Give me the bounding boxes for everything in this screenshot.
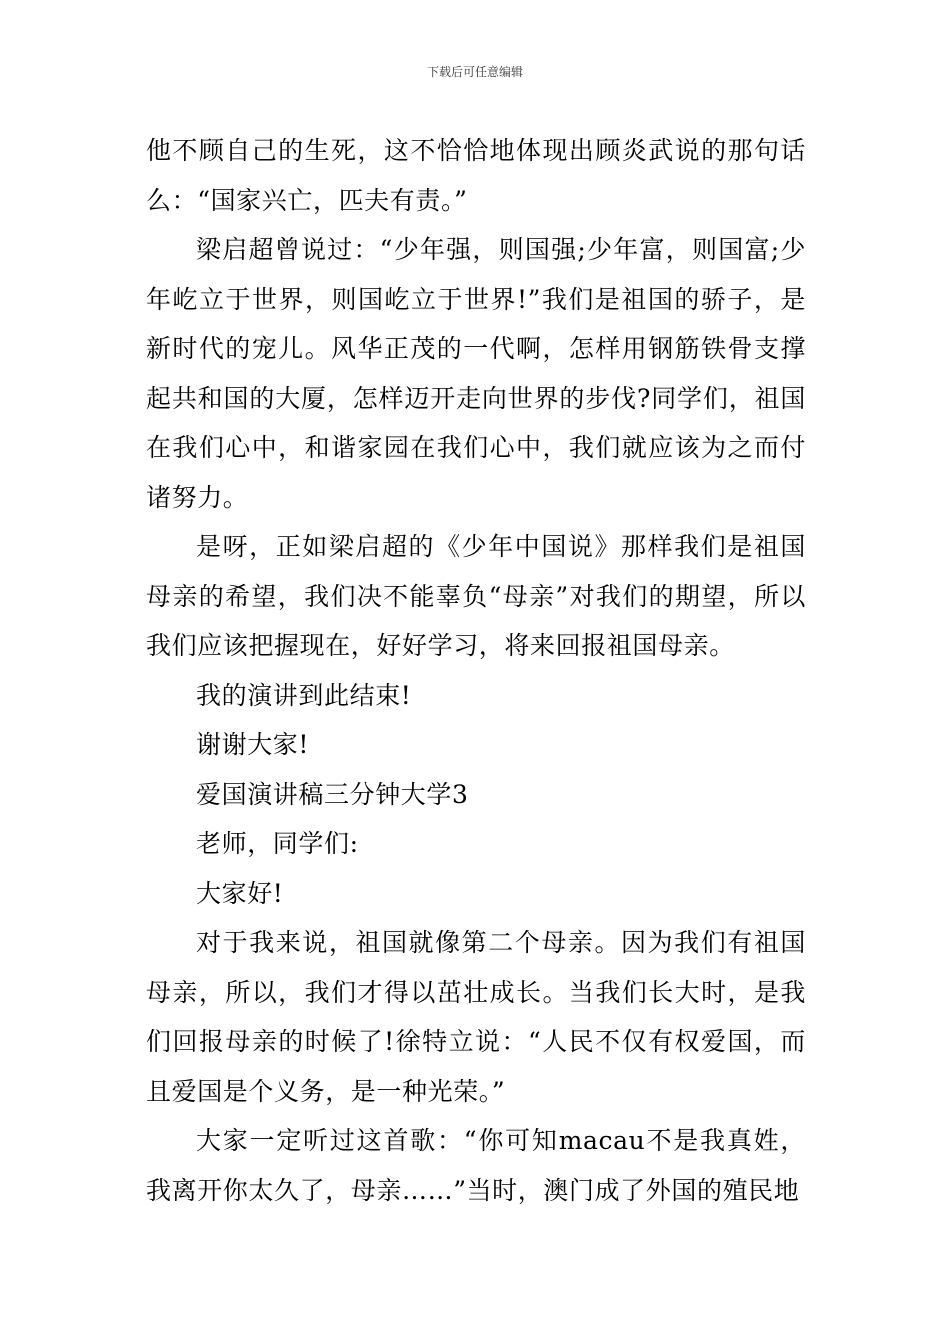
- paragraph-greeting: 大家好!: [196, 878, 284, 908]
- page-header: 下载后可任意编辑: [426, 65, 523, 79]
- paragraph-salutation: 老师，同学们:: [196, 829, 359, 858]
- section-title: 爱国演讲稿三分钟大学3: [196, 779, 469, 809]
- paragraph-speech-end: 我的演讲到此结束!: [196, 680, 412, 710]
- paragraph-second-mother: 对于我来说，祖国就像第二个母亲。因为我们有祖国母亲，所以，我们才得以茁壮成长。当我们长大时，是我们回报母亲的时候了!徐特立说：“人民不仅有权爱国，而且爱国是个义务，是一种光荣。”: [146, 928, 806, 1106]
- paragraph-young-china: 是呀，正如梁启超的《少年中国说》那样我们是祖国母亲的希望，我们决不能辜负“母亲”对我们的期望，所以我们应该把握现在，好好学习，将来回报祖国母亲。: [146, 532, 806, 660]
- document-body: [146, 126, 806, 1215]
- paragraph-gu-yanwu-quote: 他不顾自己的生死，这不恰恰地体现出顾炎武说的那句话么：“国家兴亡，匹夫有责。”: [146, 136, 806, 215]
- paragraph-thanks: 谢谢大家!: [196, 730, 310, 759]
- paragraph-liang-qichao-quote: 梁启超曾说过：“少年强，则国强;少年富，则国富;少年屹立于世界，则国屹立于世界!”我们是祖国的骄子，是新时代的宠儿。风华正茂的一代啊，怎样用钢筋铁骨支撑起共和国的大厦，怎样迈开走向世界的步伐?同学们，祖国在我们心中，和谐家园在我们心中，我们就应该为之而付诸努力。: [146, 235, 806, 512]
- paragraph-macau-song: 大家一定听过这首歌：“你可知macau不是我真姓，我离开你太久了，母亲……”当时，澳门成了外国的殖民地: [146, 1126, 806, 1205]
